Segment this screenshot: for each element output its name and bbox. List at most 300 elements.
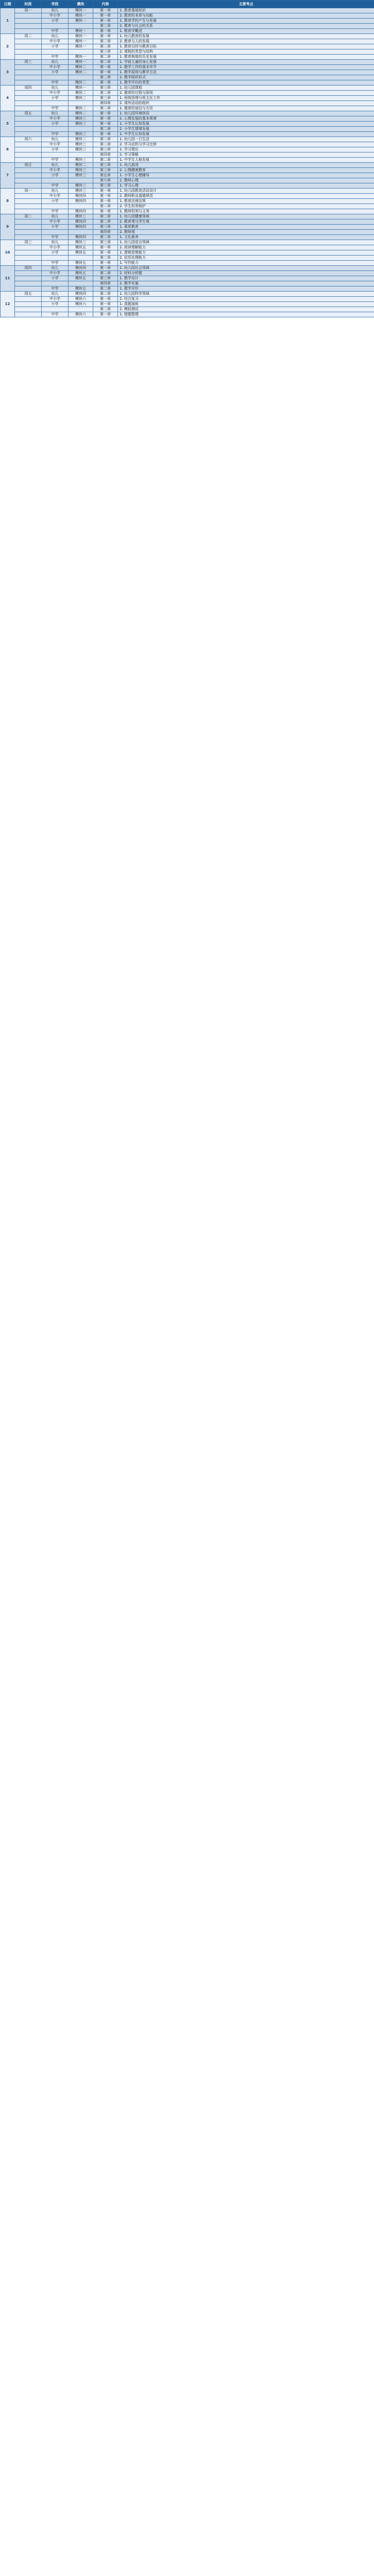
time-cell — [15, 101, 42, 106]
table-row — [1, 204, 374, 209]
content-cell: 第二章 — [93, 286, 118, 292]
section-cell: 中学 — [42, 286, 69, 292]
section-cell: 中小学 — [42, 245, 69, 250]
section-cell: 小学 — [42, 147, 69, 152]
content-cell: 第一章 — [93, 266, 118, 271]
key-point-cell: 1. 错题整理 — [118, 312, 374, 317]
module-cell — [69, 307, 93, 312]
content-cell: 第三章 — [93, 168, 118, 173]
module-cell: 模块四 — [69, 235, 93, 240]
day-cell: 5 — [1, 111, 15, 137]
content-cell: 第三章 — [93, 240, 118, 245]
module-cell — [69, 281, 93, 286]
content-cell: 第一章 — [93, 261, 118, 266]
day-cell: 3 — [1, 60, 15, 86]
key-point-cell: 1. 幼儿园课程 — [118, 86, 374, 91]
section-cell: 幼儿 — [42, 163, 69, 168]
time-cell: 周日 — [15, 163, 42, 168]
time-cell — [15, 158, 42, 163]
content-cell: 第一章 — [93, 199, 118, 204]
key-point-cell: 2. 教学组织形式 — [118, 75, 374, 80]
content-cell: 第一章 — [93, 13, 118, 19]
section-cell: 中小学 — [42, 39, 69, 44]
section-cell: 小学 — [42, 44, 69, 49]
section-cell: 中小学 — [42, 65, 69, 70]
time-cell — [15, 75, 42, 80]
table-row — [1, 163, 374, 168]
module-cell — [69, 101, 93, 106]
module-cell: 模块三 — [69, 183, 93, 189]
module-cell: 模块三 — [69, 158, 93, 163]
section-cell: 幼儿 — [42, 60, 69, 65]
time-cell — [15, 271, 42, 276]
section-cell — [42, 49, 69, 55]
key-point-cell: 1. 真题演练 — [118, 302, 374, 307]
section-cell: 小学 — [42, 225, 69, 230]
content-cell: 第二章 — [93, 24, 118, 29]
module-cell: 模块五 — [69, 245, 93, 250]
time-cell: 周五 — [15, 111, 42, 116]
day-cell: 1 — [1, 8, 15, 34]
time-cell — [15, 132, 42, 137]
section-cell: 幼儿 — [42, 34, 69, 39]
key-point-cell: 2. 德育的过程与原则 — [118, 91, 374, 96]
content-cell: 第三章 — [93, 225, 118, 230]
key-point-cell: 1. 教育学的产生与发展 — [118, 19, 374, 24]
module-cell: 模块五 — [69, 261, 93, 266]
key-point-cell: 1. 幼儿园社会领域 — [118, 266, 374, 271]
key-point-cell: 1. 幼儿教育的发展 — [118, 34, 374, 39]
content-cell: 第四章 — [93, 152, 118, 158]
module-cell: 模块二 — [69, 111, 93, 116]
time-cell — [15, 245, 42, 250]
key-point-cell: 1. 文化素养 — [118, 235, 374, 240]
section-cell: 中学 — [42, 55, 69, 60]
table-row — [1, 271, 374, 276]
content-cell: 第二章 — [93, 235, 118, 240]
content-cell: 第五章 — [93, 173, 118, 178]
module-cell — [69, 230, 93, 235]
content-cell: 第二章 — [93, 219, 118, 225]
header-key-points: 主要考点 — [118, 1, 374, 8]
key-point-cell: 2. 材料分析题 — [118, 271, 374, 276]
key-point-cell: 2. 课程的类型与结构 — [118, 49, 374, 55]
key-point-cell: 2. 信息处理能力 — [118, 256, 374, 261]
time-cell — [15, 106, 42, 111]
content-cell: 第二章 — [93, 127, 118, 132]
table-row — [1, 199, 374, 204]
module-cell: 模块四 — [69, 266, 93, 271]
time-cell — [15, 199, 42, 204]
module-cell: 模块一 — [69, 39, 93, 44]
section-cell: 中小学 — [42, 219, 69, 225]
table-row — [1, 60, 374, 65]
section-cell: 中小学 — [42, 168, 69, 173]
time-cell — [15, 261, 42, 266]
section-cell — [42, 178, 69, 183]
section-cell: 中小学 — [42, 297, 69, 302]
module-cell: 模块一 — [69, 29, 93, 34]
time-cell — [15, 55, 42, 60]
key-point-cell: 2. 学习动机与学习迁移 — [118, 142, 374, 147]
content-cell: 第一章 — [93, 189, 118, 194]
header-time: 时段 — [15, 1, 42, 8]
time-cell — [15, 225, 42, 230]
time-cell — [15, 122, 42, 127]
key-point-cell: 1. 教学原则与教学方法 — [118, 70, 374, 75]
table-row — [1, 307, 374, 312]
table-body — [1, 8, 374, 317]
time-cell — [15, 194, 42, 199]
table-row — [1, 142, 374, 147]
time-cell: 周三 — [15, 240, 42, 245]
table-row — [1, 178, 374, 183]
table-row — [1, 96, 374, 101]
time-cell: 周三 — [15, 60, 42, 65]
content-cell: 第二章 — [93, 60, 118, 65]
table-row — [1, 122, 374, 127]
module-cell: 模块四 — [69, 209, 93, 214]
key-point-cell: 2. 学生权利保护 — [118, 204, 374, 209]
key-point-cell: 2. 教师观 — [118, 230, 374, 235]
module-cell: 模块三 — [69, 189, 93, 194]
content-cell: 第二章 — [93, 55, 118, 60]
header-date: 日期 — [1, 1, 15, 8]
time-cell — [15, 204, 42, 209]
section-cell: 小学 — [42, 250, 69, 256]
table-row — [1, 235, 374, 240]
time-cell — [15, 142, 42, 147]
module-cell: 模块一 — [69, 44, 93, 49]
module-cell: 模块一 — [69, 8, 93, 13]
table-row — [1, 158, 374, 163]
section-cell: 幼儿 — [42, 189, 69, 194]
time-cell — [15, 116, 42, 122]
content-cell: 第二章 — [93, 91, 118, 96]
day-cell: 8 — [1, 189, 15, 214]
module-cell — [69, 49, 93, 55]
content-cell: 第一章 — [93, 209, 118, 214]
content-cell: 第一章 — [93, 312, 118, 317]
table-row — [1, 13, 374, 19]
section-cell — [42, 204, 69, 209]
table-row — [1, 256, 374, 261]
key-point-cell: 2. 教学实施 — [118, 281, 374, 286]
key-point-cell: 1. 幼儿园环境创设 — [118, 111, 374, 116]
table-row — [1, 39, 374, 44]
module-cell: 模块三 — [69, 132, 93, 137]
time-cell: 周二 — [15, 214, 42, 219]
key-point-cell: 1. 教师权利与义务 — [118, 209, 374, 214]
time-cell: 周四 — [15, 86, 42, 91]
content-cell: 第三章 — [93, 49, 118, 55]
content-cell: 第二章 — [93, 214, 118, 219]
time-cell — [15, 39, 42, 44]
module-cell: 模块一 — [69, 55, 93, 60]
section-cell: 幼儿 — [42, 214, 69, 219]
key-point-cell: 1. 德育的途径与方法 — [118, 106, 374, 111]
content-cell: 第二章 — [93, 292, 118, 297]
time-cell — [15, 302, 42, 307]
content-cell: 第四章 — [93, 101, 118, 106]
table-row — [1, 302, 374, 307]
day-cell: 4 — [1, 86, 15, 111]
table-row — [1, 189, 374, 194]
content-cell: 第一章 — [93, 70, 118, 75]
section-cell — [42, 101, 69, 106]
module-cell: 模块一 — [69, 34, 93, 39]
table-row — [1, 297, 374, 302]
content-cell: 第一章 — [93, 34, 118, 39]
section-cell: 小学 — [42, 70, 69, 75]
table-row — [1, 168, 374, 173]
content-cell: 第二章 — [93, 106, 118, 111]
table-row — [1, 225, 374, 230]
time-cell: 周五 — [15, 292, 42, 297]
key-point-cell: 1. 幼儿园教育活动设计 — [118, 189, 374, 194]
key-point-cell: 2. 心理发展的基本规律 — [118, 116, 374, 122]
table-row — [1, 111, 374, 116]
key-point-cell: 2. 教师职业道德规范 — [118, 194, 374, 199]
time-cell — [15, 44, 42, 49]
section-cell: 中学 — [42, 29, 69, 34]
module-cell: 模块四 — [69, 292, 93, 297]
content-cell: 第一章 — [93, 302, 118, 307]
content-cell: 第三章 — [93, 183, 118, 189]
section-cell — [42, 127, 69, 132]
section-cell: 幼儿 — [42, 8, 69, 13]
key-point-cell: 2. 模拟测试 — [118, 307, 374, 312]
day-cell: 10 — [1, 240, 15, 266]
content-cell: 第三章 — [93, 163, 118, 168]
table-row — [1, 55, 374, 60]
section-cell: 幼儿 — [42, 266, 69, 271]
time-cell — [15, 219, 42, 225]
module-cell: 模块二 — [69, 96, 93, 101]
key-point-cell: 1. 班级管理与班主任工作 — [118, 96, 374, 101]
time-cell — [15, 152, 42, 158]
content-cell: 第一章 — [93, 250, 118, 256]
table-row — [1, 137, 374, 142]
key-point-cell: 2. 教育观与学生观 — [118, 219, 374, 225]
content-cell: 第一章 — [93, 132, 118, 137]
section-cell: 中小学 — [42, 194, 69, 199]
time-cell — [15, 65, 42, 70]
day-cell: 12 — [1, 292, 15, 317]
module-cell: 模块六 — [69, 312, 93, 317]
key-point-cell: 1. 幼儿园健康领域 — [118, 214, 374, 219]
header-content: 内容 — [93, 1, 118, 8]
table-row — [1, 152, 374, 158]
key-point-cell: 1. 学习心理 — [118, 183, 374, 189]
table-row — [1, 116, 374, 122]
key-point-cell: 1. 教学评价的类型 — [118, 80, 374, 86]
time-cell — [15, 235, 42, 240]
module-cell: 模块三 — [69, 214, 93, 219]
section-cell: 中小学 — [42, 91, 69, 96]
key-point-cell: 1. 教育目的与教育目标 — [118, 44, 374, 49]
time-cell — [15, 276, 42, 281]
module-cell — [69, 178, 93, 183]
table-row — [1, 261, 374, 266]
module-cell: 模块二 — [69, 163, 93, 168]
module-cell: 模块三 — [69, 122, 93, 127]
module-cell: 模块二 — [69, 91, 93, 96]
section-cell: 中学 — [42, 158, 69, 163]
table-row — [1, 19, 374, 24]
module-cell: 模块一 — [69, 19, 93, 24]
key-point-cell: 1. 教育基础知识 — [118, 8, 374, 13]
content-cell: 第三章 — [93, 86, 118, 91]
day-cell: 6 — [1, 137, 15, 163]
module-cell — [69, 204, 93, 209]
content-cell: 第二章 — [93, 204, 118, 209]
table-row — [1, 276, 374, 281]
table-row — [1, 281, 374, 286]
module-cell: 模块五 — [69, 286, 93, 292]
time-cell — [15, 230, 42, 235]
content-cell: 第一章 — [93, 111, 118, 116]
table-header — [1, 1, 374, 8]
time-cell — [15, 209, 42, 214]
module-cell: 模块三 — [69, 173, 93, 178]
module-cell: 模块二 — [69, 137, 93, 142]
section-cell: 小学 — [42, 96, 69, 101]
section-cell: 中学 — [42, 132, 69, 137]
module-cell — [69, 256, 93, 261]
time-cell — [15, 70, 42, 75]
table-row — [1, 266, 374, 271]
table-row — [1, 49, 374, 55]
table-row — [1, 194, 374, 199]
key-point-cell: 2. 教师心理 — [118, 178, 374, 183]
time-cell: 周二 — [15, 34, 42, 39]
table-row — [1, 101, 374, 106]
content-cell: 第一章 — [93, 19, 118, 24]
section-cell: 中学 — [42, 209, 69, 214]
time-cell — [15, 19, 42, 24]
time-cell — [15, 173, 42, 178]
table-row — [1, 183, 374, 189]
section-cell: 幼儿 — [42, 137, 69, 142]
key-point-cell: 1. 幼儿游戏 — [118, 163, 374, 168]
content-cell: 第一章 — [93, 8, 118, 13]
content-cell: 第二章 — [93, 39, 118, 44]
key-point-cell: 2. 教育与人的发展 — [118, 39, 374, 44]
section-cell: 中学 — [42, 235, 69, 240]
content-cell: 第二章 — [93, 142, 118, 147]
section-cell: 小学 — [42, 173, 69, 178]
content-cell: 第二章 — [93, 307, 118, 312]
key-point-cell: 1. 教学设计 — [118, 276, 374, 281]
key-point-cell: 1. 学习理论 — [118, 147, 374, 152]
module-cell: 模块五 — [69, 276, 93, 281]
section-cell — [42, 281, 69, 286]
time-cell: 周四 — [15, 266, 42, 271]
content-cell: 第二章 — [93, 271, 118, 276]
table-row — [1, 86, 374, 91]
section-cell — [42, 307, 69, 312]
key-point-cell: 1. 教学评价 — [118, 286, 374, 292]
key-point-cell: 2. 教学工作的基本环节 — [118, 65, 374, 70]
section-cell: 中学 — [42, 80, 69, 86]
section-cell: 中学 — [42, 312, 69, 317]
key-point-cell: 1. 小学生心理辅导 — [118, 173, 374, 178]
key-point-cell: 1. 幼儿园一日生活 — [118, 137, 374, 142]
module-cell: 模块五 — [69, 271, 93, 276]
time-cell — [15, 250, 42, 256]
time-cell — [15, 307, 42, 312]
key-point-cell: 1. 素质教育 — [118, 225, 374, 230]
module-cell: 模块三 — [69, 240, 93, 245]
table-row — [1, 230, 374, 235]
table-row — [1, 292, 374, 297]
section-cell: 小学 — [42, 122, 69, 127]
section-cell: 中小学 — [42, 142, 69, 147]
time-cell: 周一 — [15, 189, 42, 194]
key-point-cell: 2. 教育与社会的关系 — [118, 24, 374, 29]
module-cell: 模块三 — [69, 142, 93, 147]
table-row — [1, 29, 374, 34]
content-cell: 第四章 — [93, 281, 118, 286]
section-cell — [42, 24, 69, 29]
module-cell — [69, 152, 93, 158]
day-cell: 7 — [1, 163, 15, 189]
content-cell: 第二章 — [93, 44, 118, 49]
module-cell: 模块二 — [69, 65, 93, 70]
table-row — [1, 147, 374, 152]
content-cell: 第六章 — [93, 178, 118, 183]
table-row — [1, 80, 374, 86]
module-cell — [69, 24, 93, 29]
time-cell — [15, 297, 42, 302]
time-cell — [15, 281, 42, 286]
section-cell: 小学 — [42, 199, 69, 204]
section-cell: 中小学 — [42, 13, 69, 19]
time-cell — [15, 24, 42, 29]
module-cell: 模块二 — [69, 70, 93, 75]
key-point-cell: 1. 教育制度的历史发展 — [118, 55, 374, 60]
module-cell — [69, 75, 93, 80]
header-section: 学段 — [42, 1, 69, 8]
section-cell: 中学 — [42, 261, 69, 266]
time-cell — [15, 178, 42, 183]
time-cell — [15, 29, 42, 34]
table-row — [1, 173, 374, 178]
table-row — [1, 240, 374, 245]
time-cell — [15, 13, 42, 19]
section-cell: 小学 — [42, 302, 69, 307]
content-cell: 第二章 — [93, 256, 118, 261]
module-cell: 模块四 — [69, 194, 93, 199]
section-cell: 中小学 — [42, 271, 69, 276]
content-cell: 第一章 — [93, 245, 118, 250]
day-cell: 9 — [1, 214, 15, 240]
time-cell — [15, 49, 42, 55]
section-cell — [42, 152, 69, 158]
content-cell: 第一章 — [93, 122, 118, 127]
table-row — [1, 106, 374, 111]
table-row — [1, 44, 374, 49]
time-cell — [15, 91, 42, 96]
section-cell: 幼儿 — [42, 240, 69, 245]
content-cell: 第四章 — [93, 230, 118, 235]
section-cell — [42, 256, 69, 261]
header-module: 模块 — [69, 1, 93, 8]
key-point-cell: 2. 教育的本质与功能 — [118, 13, 374, 19]
section-cell: 幼儿 — [42, 111, 69, 116]
key-point-cell: 1. 逻辑思维能力 — [118, 250, 374, 256]
